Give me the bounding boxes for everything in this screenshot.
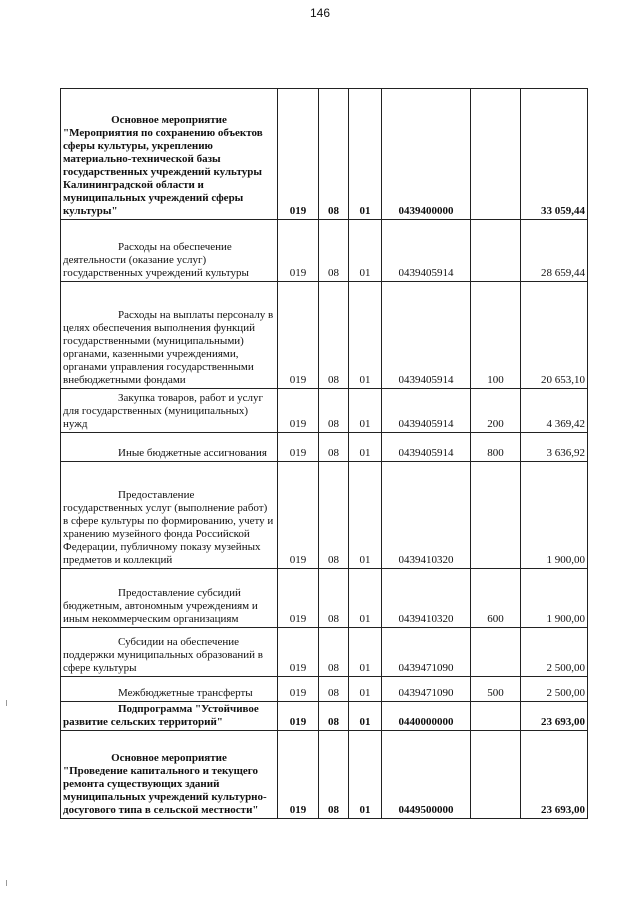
subsection-code-cell: 01 bbox=[349, 569, 382, 628]
row-description bbox=[61, 462, 278, 569]
ministry-code-cell: 019 bbox=[278, 389, 319, 433]
target-article-cell: 0439410320 bbox=[382, 569, 471, 628]
section-code-cell: 08 bbox=[319, 731, 349, 819]
section-code-cell: 08 bbox=[319, 220, 349, 282]
section-code-cell: 08 bbox=[319, 462, 349, 569]
ministry-code-cell: 019 bbox=[278, 282, 319, 389]
subsection-code-cell: 01 bbox=[349, 731, 382, 819]
amount-cell: 1 900,00 bbox=[521, 569, 588, 628]
row-description bbox=[61, 389, 278, 433]
subsection-code-cell: 01 bbox=[349, 628, 382, 677]
ministry-code-cell: 019 bbox=[278, 220, 319, 282]
row-description bbox=[61, 702, 278, 731]
table-row bbox=[61, 389, 588, 433]
margin-mark bbox=[6, 700, 7, 706]
row-description-text: Иные бюджетные ассигнования bbox=[118, 447, 267, 459]
ministry-code-cell: 019 bbox=[278, 462, 319, 569]
subsection-code-cell: 01 bbox=[349, 462, 382, 569]
expense-type-cell: 500 bbox=[471, 677, 521, 702]
row-description-heading: Основное мероприятие bbox=[111, 752, 227, 764]
page-number: 146 bbox=[309, 6, 331, 20]
subsection-code-cell: 01 bbox=[349, 89, 382, 220]
target-article-cell: 0439405914 bbox=[382, 389, 471, 433]
row-description-text: Закупка товаров, работ и услуг для государственных (муниципальных) нужд bbox=[63, 392, 263, 430]
amount-cell: 23 693,00 bbox=[521, 731, 588, 819]
ministry-code-cell: 019 bbox=[278, 89, 319, 220]
expense-type-cell: 800 bbox=[471, 433, 521, 462]
section-code-cell: 08 bbox=[319, 282, 349, 389]
row-description bbox=[61, 282, 278, 389]
section-code-cell: 08 bbox=[319, 569, 349, 628]
ministry-code-cell: 019 bbox=[278, 433, 319, 462]
row-description-text: Предоставление государственных услуг (выполнение работ) в сфере культуры по формированию, учету и хранению музейного фонда Российской Федерации, публичному показу музейных предметов и коллекций bbox=[63, 489, 274, 566]
section-code-cell: 08 bbox=[319, 433, 349, 462]
target-article-cell: 0449500000 bbox=[382, 731, 471, 819]
row-description-text: Межбюджетные трансферты bbox=[118, 687, 253, 699]
row-description-text: Подпрограмма "Устойчивое развитие сельских территорий" bbox=[63, 703, 259, 728]
section-code-cell: 08 bbox=[319, 389, 349, 433]
target-article-cell: 0439405914 bbox=[382, 282, 471, 389]
margin-mark bbox=[6, 880, 7, 886]
amount-cell: 23 693,00 bbox=[521, 702, 588, 731]
table-row bbox=[61, 220, 588, 282]
section-code-cell: 08 bbox=[319, 677, 349, 702]
budget-table bbox=[60, 88, 588, 819]
section-code-cell: 08 bbox=[319, 628, 349, 677]
table-row bbox=[61, 677, 588, 702]
subsection-code-cell: 01 bbox=[349, 433, 382, 462]
amount-cell: 1 900,00 bbox=[521, 462, 588, 569]
table-row bbox=[61, 433, 588, 462]
table-row bbox=[61, 462, 588, 569]
ministry-code-cell: 019 bbox=[278, 702, 319, 731]
expense-type-cell: 600 bbox=[471, 569, 521, 628]
subsection-code-cell: 01 bbox=[349, 677, 382, 702]
amount-cell: 20 653,10 bbox=[521, 282, 588, 389]
subsection-code-cell: 01 bbox=[349, 702, 382, 731]
amount-cell: 4 369,42 bbox=[521, 389, 588, 433]
section-code-cell: 08 bbox=[319, 89, 349, 220]
row-description bbox=[61, 569, 278, 628]
amount-cell: 3 636,92 bbox=[521, 433, 588, 462]
subsection-code-cell: 01 bbox=[349, 282, 382, 389]
table-row bbox=[61, 702, 588, 731]
ministry-code-cell: 019 bbox=[278, 677, 319, 702]
amount-cell: 33 059,44 bbox=[521, 89, 588, 220]
amount-cell: 28 659,44 bbox=[521, 220, 588, 282]
row-description-text: "Мероприятия по сохранению объектов сферы культуры, укреплению материально-технической базы государственных учреждений культуры Калининградской области и муниципальных учреждений сферы культуры" bbox=[63, 127, 263, 217]
target-article-cell: 0440000000 bbox=[382, 702, 471, 731]
row-description-text: Расходы на обеспечение деятельности (оказание услуг) государственных учреждений культуры bbox=[63, 241, 249, 279]
target-article-cell: 0439471090 bbox=[382, 677, 471, 702]
row-description-text: Предоставление субсидий бюджетным, автономным учреждениям и иным некоммерческим организациям bbox=[63, 587, 258, 625]
expense-type-cell bbox=[471, 628, 521, 677]
table-row bbox=[61, 731, 588, 819]
expense-type-cell bbox=[471, 731, 521, 819]
expense-type-cell: 100 bbox=[471, 282, 521, 389]
target-article-cell: 0439410320 bbox=[382, 462, 471, 569]
row-description bbox=[61, 677, 278, 702]
target-article-cell: 0439405914 bbox=[382, 220, 471, 282]
row-description-text: Расходы на выплаты персоналу в целях обеспечения выполнения функций государственными (муниципальными) органами, казенными учреждениями, органами управления государственными внебюджетными фондами bbox=[63, 309, 274, 386]
expense-type-cell bbox=[471, 89, 521, 220]
section-code-cell: 08 bbox=[319, 702, 349, 731]
table-row bbox=[61, 89, 588, 220]
row-description bbox=[61, 89, 278, 220]
subsection-code-cell: 01 bbox=[349, 389, 382, 433]
amount-cell: 2 500,00 bbox=[521, 628, 588, 677]
table-row bbox=[61, 628, 588, 677]
row-description-text: Субсидии на обеспечение поддержки муниципальных образований в сфере культуры bbox=[63, 636, 263, 674]
amount-cell: 2 500,00 bbox=[521, 677, 588, 702]
subsection-code-cell: 01 bbox=[349, 220, 382, 282]
ministry-code-cell: 019 bbox=[278, 569, 319, 628]
row-description bbox=[61, 433, 278, 462]
row-description-text: "Проведение капитального и текущего ремонта существующих зданий муниципальных учреждений культурно-досугового типа в сельской местности" bbox=[63, 765, 267, 816]
expense-type-cell bbox=[471, 462, 521, 569]
table-row bbox=[61, 282, 588, 389]
ministry-code-cell: 019 bbox=[278, 628, 319, 677]
row-description bbox=[61, 628, 278, 677]
target-article-cell: 0439405914 bbox=[382, 433, 471, 462]
expense-type-cell: 200 bbox=[471, 389, 521, 433]
target-article-cell: 0439400000 bbox=[382, 89, 471, 220]
row-description bbox=[61, 731, 278, 819]
ministry-code-cell: 019 bbox=[278, 731, 319, 819]
row-description-heading: Основное мероприятие bbox=[111, 114, 227, 126]
expense-type-cell bbox=[471, 702, 521, 731]
table-row bbox=[61, 569, 588, 628]
row-description bbox=[61, 220, 278, 282]
target-article-cell: 0439471090 bbox=[382, 628, 471, 677]
expense-type-cell bbox=[471, 220, 521, 282]
